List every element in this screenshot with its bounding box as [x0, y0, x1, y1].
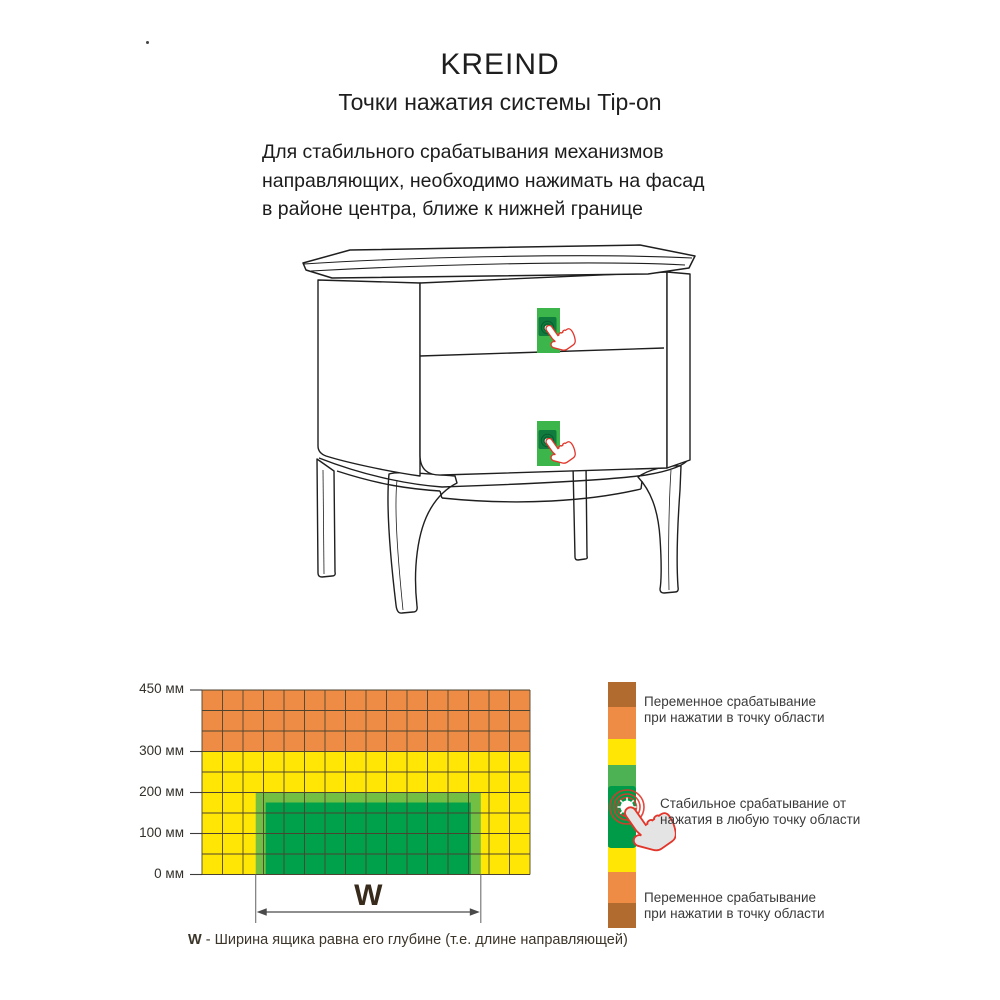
axis-label-450: 450 мм [139, 681, 184, 696]
w-footnote-text: - Ширина ящика равна его глубине (т.е. длине направляющей) [201, 932, 628, 948]
intro-line: направляющих, необходимо нажимать на фасад [262, 169, 705, 192]
legend-segment-orange [608, 872, 636, 903]
legend-label-line: при нажатии в точку области [644, 709, 825, 725]
w-footnote-prefix: W [188, 932, 202, 948]
legend-label-3 [644, 890, 825, 921]
legend-label-1 [644, 694, 825, 725]
legend-label-line: Переменное срабатывание [644, 694, 817, 709]
legend-segment-yellow [608, 739, 636, 765]
axis-label-300: 300 мм [139, 742, 184, 758]
axis-label-0: 0 мм [154, 865, 184, 881]
w-dimension [256, 875, 481, 924]
legend-segment-brown [608, 903, 636, 928]
legend-label-line: нажатия в любую точку области [660, 811, 861, 827]
axis-label-100: 100 мм [139, 824, 184, 840]
page-title: KREIND [440, 48, 560, 81]
axis-label-200: 200 мм [139, 783, 184, 799]
legend-label-line: при нажатии в точку области [644, 905, 825, 921]
legend-label-line: Стабильное срабатывание от [660, 796, 847, 811]
top-slab [303, 245, 695, 278]
legend-segment-brown [608, 682, 636, 707]
intro-paragraph [262, 138, 705, 224]
intro-line: Для стабильного срабатывания механизмов [262, 141, 664, 163]
header [0, 48, 1000, 116]
nightstand-illustration [290, 240, 710, 630]
legs [317, 459, 681, 613]
stray-dot [146, 41, 149, 44]
page-subtitle: Точки нажатия системы Tip-on [338, 89, 662, 115]
legend-segment-orange [608, 707, 636, 739]
w-dimension-label: W [354, 879, 383, 912]
press-zone-chart [186, 688, 546, 934]
legend-label-2 [660, 796, 860, 827]
w-footnote [188, 932, 628, 948]
axis-ticks [190, 690, 202, 875]
intro-line: в районе центра, ближе к нижней границе [262, 198, 643, 220]
cabinet-body [318, 272, 690, 476]
legend-label-line: Переменное срабатывание [644, 890, 817, 905]
